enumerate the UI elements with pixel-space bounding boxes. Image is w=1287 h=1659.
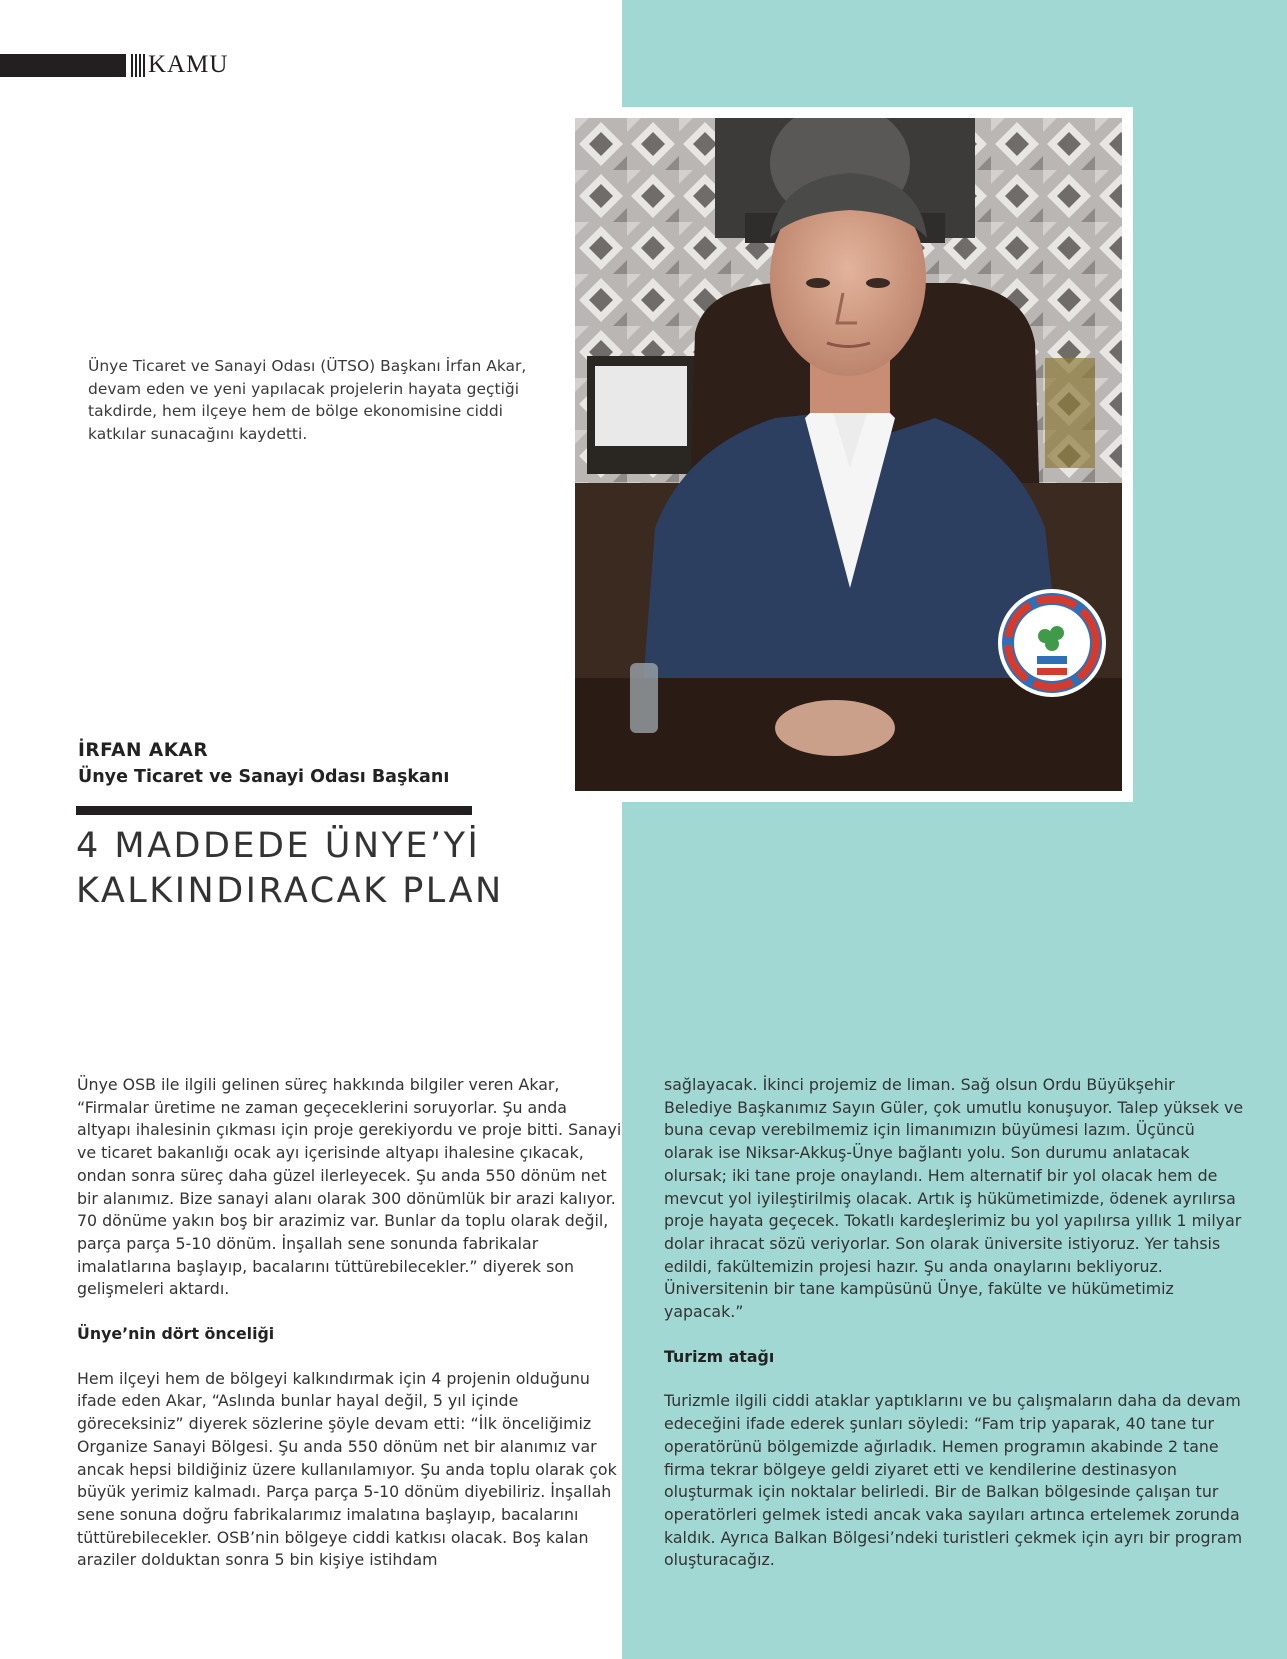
subheading: Ünye’nin dört önceliği: [77, 1324, 275, 1344]
section-divider-ticks: [131, 54, 147, 77]
title-rule: [76, 806, 472, 815]
portrait-photo: [575, 118, 1122, 791]
body-column-left: [77, 1074, 622, 1594]
headline: [76, 824, 616, 914]
section-label: KAMU: [148, 51, 229, 78]
utso-logo-icon: [998, 589, 1106, 697]
paragraph: Ünye OSB ile ilgili gelinen süreç hakkında bilgiler veren Akar, “Firmalar üretime ne zaman geçeceklerini soruyorlar. Şu anda altyapı ihalesinin çıkması için proje gerekiyordu ve proje bitti. Sanayi ve ticaret bakanlığı ocak ayı içerisinde altyapı ihalesine çıkacak, ondan sonra süreç daha güzel ilerleyecek. Şu anda 550 dönüm net bir alanımız. Bize sanayi alanı olarak 300 dönümlük bir arazi kalıyor. 70 dönüme yakın boş bir arazimiz var. Bunlar da toplu olarak değil, parça parça 5-10 dönüm. İnşallah sene sonunda fabrikalar imalatlarına başlayıp, bacalarını tüttürebilecekler.” diyerek son gelişmeleri aktardı.: [77, 1075, 622, 1299]
person-title: Ünye Ticaret ve Sanayi Odası Başkanı: [78, 767, 450, 787]
headline-line-1: 4 MADDEDE ÜNYE’Yİ: [76, 826, 481, 866]
paragraph: Turizmle ilgili ciddi ataklar yaptıklarını ve bu çalışmaların daha da devam edeceğini ifade ederek şunları söyledi: “Fam trip yaparak, 40 tane tur operatörünü bölgemizde ağırladık. Hemen programın akabinde 2 tane firma tekrar bölgeye geldi ziyaret etti ve kendilerine destinasyon oluşturmak için noktalar belirledi. Bir de Balkan bölgesinde çalışan tur operatörleri gelmek istedi ancak vaka sayıları artınca ertelemek zorunda kaldık. Ayrıca Balkan Bölgesi’ndeki turistleri çekmek için ayrı bir program oluşturacağız.: [664, 1391, 1243, 1570]
photo-caption: Ünye Ticaret ve Sanayi Odası (ÜTSO) Başkanı İrfan Akar, devam eden ve yeni yapılacak projelerin hayata geçtiği takdirde, hem ilçeye hem de bölge ekonomisine ciddi katkılar sunacağını kaydetti.: [88, 357, 527, 443]
section-bar: [0, 54, 126, 77]
body-column-right: [664, 1074, 1244, 1594]
subheading: Turizm atağı: [664, 1346, 775, 1366]
paragraph: Hem ilçeyi hem de bölgeyi kalkındırmak için 4 projenin olduğunu ifade eden Akar, “Aslında bunlar hayal değil, 5 yıl içinde göreceksiniz” diyerek sözlerine şöyle devam etti: “İlk önceliğimiz Organize Sanayi Bölgesi. Şu anda 550 dönüm net bir alanımız var ancak hepsi bildiğiniz üzere kullanılamıyor. Şu anda toplu olarak çok büyük yerimiz kalmadı. Parça parça 5-10 dönüm diyebiliriz. İnşallah sene sonuna doğru fabrikalarımız imalatına başlayıp, bacalarını tüttürebilecekler. OSB’nin bölgeye ciddi katkısı olacak. Boş kalan araziler dolduktan sonra 5 bin kişiye istihdam: [77, 1368, 617, 1570]
paragraph: sağlayacak. İkinci projemiz de liman. Sağ olsun Ordu Büyükşehir Belediye Başkanımız Sayın Güler, çok umutlu konuşuyor. Talep yüksek ve buna cevap verebilmemiz için limanımızın büyümesi lazım. Üçüncü olarak ise Niksar-Akkuş-Ünye bağlantı yolu. Son durumu anlatacak olursak; iki tane proje onaylandı. Hem alternatif bir yol olacak hem de mevcut yol iyileştirilmiş olacak. Artık iş hükümetimizde, ödenek ayrılırsa proje hayata geçecek. Tokatlı kardeşlerimiz bu yol yapılırsa yıllık 1 milyar dolar ihracat sözü veriyorlar. Son olarak üniversite istiyoruz. Yer tahsis edildi, fakültemizin projesi hazır. Şu anda onaylarını bekliyoruz. Üniversitenin bir tane kampüsünü Ünye, fakülte ve hükümetimiz yapacak.”: [664, 1075, 1244, 1322]
person-name: İRFAN AKAR: [78, 740, 209, 761]
headline-line-2: KALKINDIRACAK PLAN: [76, 871, 504, 911]
